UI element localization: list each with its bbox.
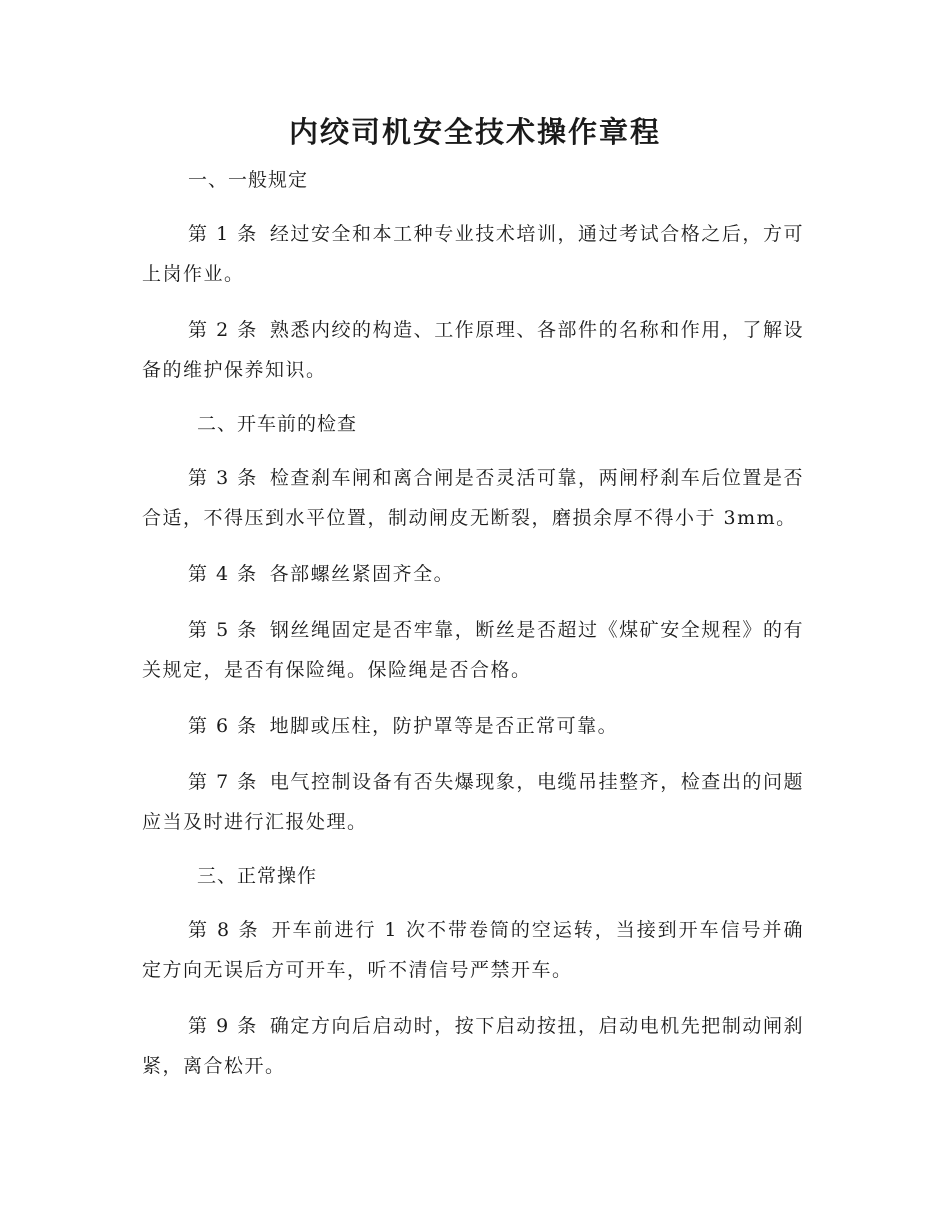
section-heading-precheck: 二、开车前的检查: [197, 413, 358, 435]
article-number: 第 6 条: [188, 715, 258, 737]
article-number: 第 9 条: [188, 1015, 258, 1037]
article-5: [142, 610, 804, 690]
document-body: [142, 162, 804, 1086]
article-text: 熟悉内绞的构造、工作原理、各部件的名称和作用，了解设备的维护保养知识。: [142, 319, 804, 381]
article-9: [142, 1006, 804, 1086]
article-text: 地脚或压柱，防护罩等是否正常可靠。: [269, 715, 619, 737]
article-6: [142, 706, 804, 746]
document-title: 内绞司机安全技术操作章程: [288, 115, 661, 149]
section-heading-normal-operation: 三、正常操作: [197, 865, 318, 887]
article-text: 开车前进行 1 次不带卷筒的空运转，当接到开车信号并确定方向无误后方可开车，听不清信号严禁开车。: [142, 919, 805, 981]
article-number: 第 5 条: [188, 619, 258, 641]
article-text: 钢丝绳固定是否牢靠，断丝是否超过《煤矿安全规程》的有关规定，是否有保险绳。保险绳是否合格。: [142, 619, 804, 681]
article-number: 第 3 条: [188, 467, 258, 489]
article-text: 确定方向后启动时，按下启动按扭，启动电机先把制动闸刹紧，离合松开。: [142, 1015, 804, 1077]
article-2: [142, 310, 804, 390]
article-text: 电气控制设备有否失爆现象，电缆吊挂整齐，检查出的问题应当及时进行汇报处理。: [142, 771, 804, 833]
article-number: 第 4 条: [188, 563, 258, 585]
article-number: 第 1 条: [188, 223, 258, 245]
section-heading-general: 一、一般规定: [188, 169, 309, 191]
article-number: 第 7 条: [188, 771, 258, 793]
article-text: 各部螺丝紧固齐全。: [269, 563, 455, 585]
article-number: 第 2 条: [188, 319, 258, 341]
article-3: [142, 458, 804, 538]
article-number: 第 8 条: [188, 919, 260, 941]
article-text: 经过安全和本工种专业技术培训，通过考试合格之后，方可上岗作业。: [142, 223, 804, 285]
article-8: [142, 910, 804, 990]
article-text: 检查刹车闸和离合闸是否灵活可靠，两闸杼刹车后位置是否合适，不得压到水平位置，制动闸皮无断裂，磨损余厚不得小于 3mm。: [142, 467, 804, 529]
article-7: [142, 762, 804, 842]
article-4: [142, 554, 804, 594]
article-1: [142, 214, 804, 294]
